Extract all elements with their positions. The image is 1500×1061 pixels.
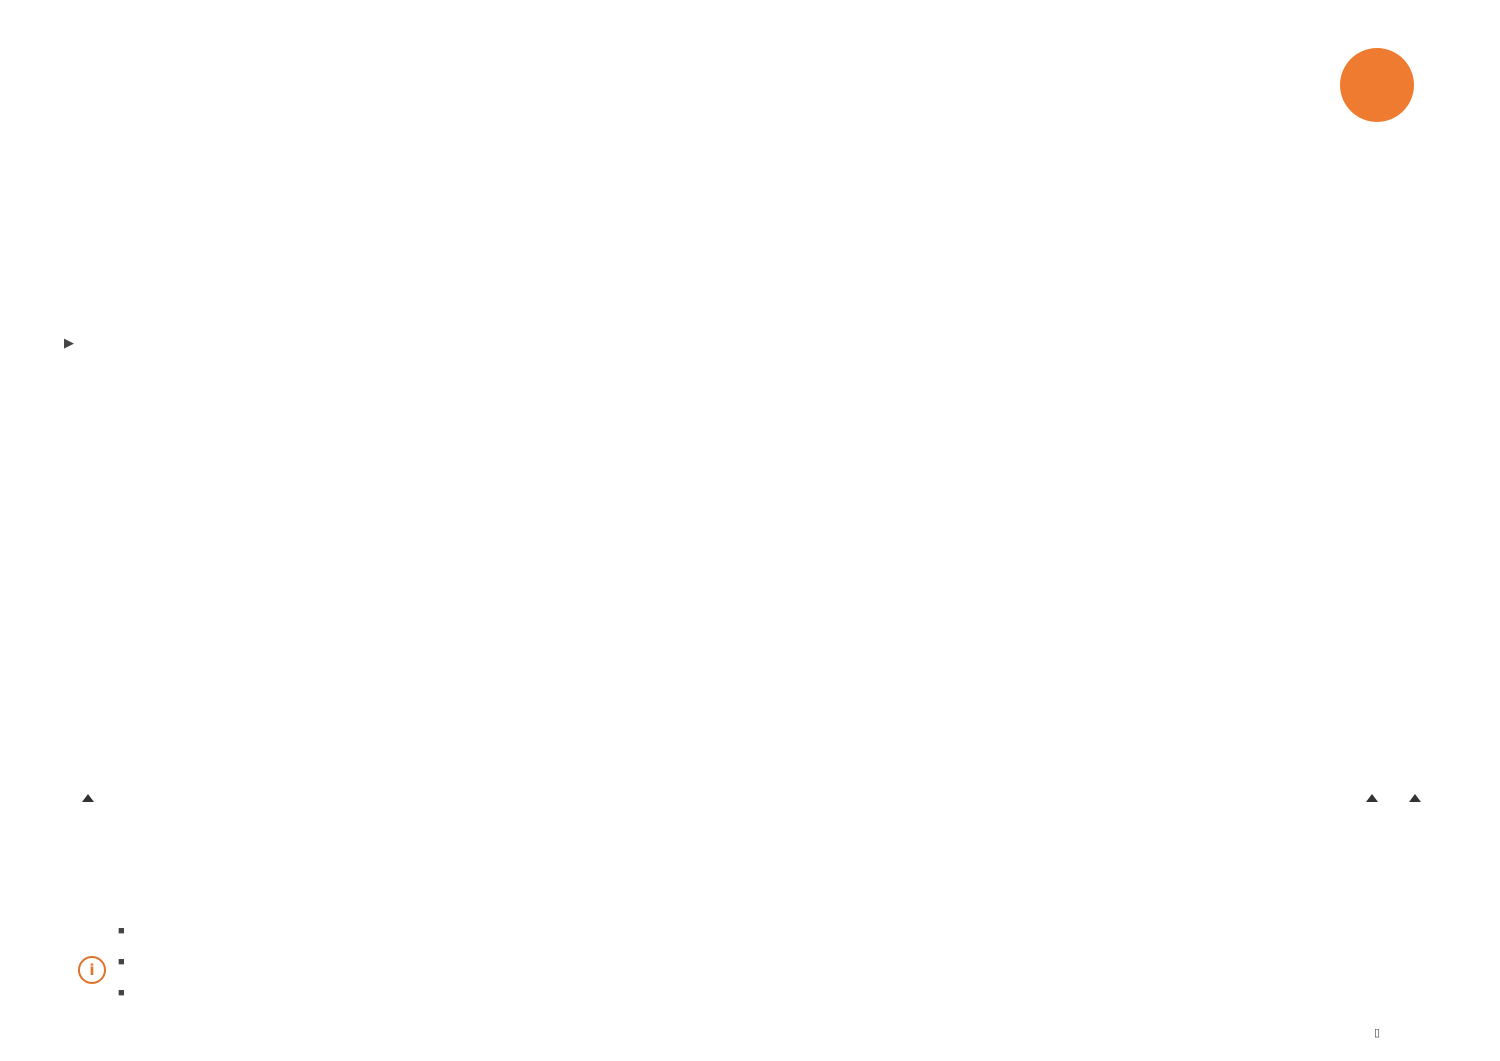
arrow-up-icon <box>1366 794 1378 802</box>
qr-code[interactable] <box>1330 924 1424 1018</box>
arrow-up-icon <box>82 794 94 802</box>
play-triangle-icon: ▶ <box>64 335 74 350</box>
scan-me-label <box>1330 1026 1424 1039</box>
arrow-up-icon <box>1409 794 1421 802</box>
info-icon: i <box>78 956 106 984</box>
phone-icon: ▯ <box>1373 1027 1381 1039</box>
